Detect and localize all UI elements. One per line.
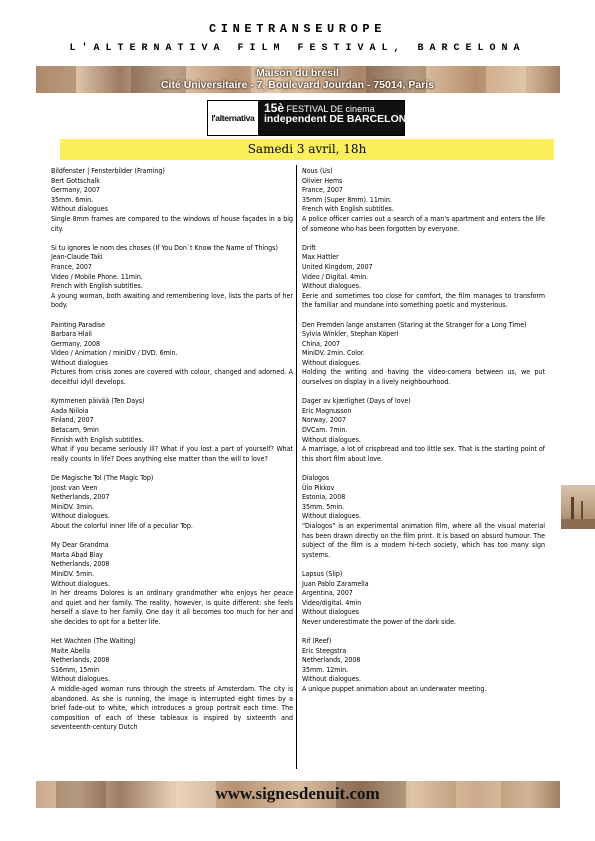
- film-title: De Magische Tol (The Magic Top): [51, 474, 154, 482]
- film-description: A unique puppet animation about an underwater meeting.: [302, 685, 487, 694]
- film-format: MiniDV. 3min.: [51, 502, 94, 511]
- festival-subtitle: L'ALTERNATIVA FILM FESTIVAL, BARCELONA: [69, 43, 526, 54]
- film-title: Bildfenster | Fensterbilder (Framing): [51, 167, 165, 175]
- film-format: MiniDV. 5min.: [51, 569, 94, 578]
- film-entry: [302, 167, 545, 234]
- film-language: Without dialogues: [51, 205, 108, 214]
- film-entry: [51, 637, 293, 733]
- film-description: Eerie and sometimes too close for comfort, the film manages to transform the familiar and mundane into something poetic and mysterious.: [302, 291, 545, 310]
- film-director: Juan Pablo Zaramella: [302, 579, 369, 588]
- logo-alternativa-text: l'alternativa: [211, 113, 255, 123]
- film-country: United Kingdom, 2007: [302, 262, 373, 271]
- film-entry: [51, 474, 293, 532]
- film-director: Ülo Pikkov: [302, 483, 335, 492]
- film-country: Estonia, 2008: [302, 493, 346, 502]
- film-format: 35mm (Super 8mm). 11min.: [302, 195, 392, 204]
- film-format: Betacam, 9min: [51, 426, 99, 435]
- film-format: 35mm. 6min.: [51, 195, 94, 204]
- film-description: About the colorful inner life of a peculiar Top.: [51, 521, 193, 530]
- film-title: My Dear Grandma: [51, 541, 109, 550]
- logo-edition: 15è: [264, 101, 285, 115]
- website-link[interactable]: www.signesdenuit.com: [215, 784, 380, 803]
- film-description: In her dreams Dolores is an ordinary grandmother who enjoys her peace and quiet and her family. The reality, however, is quite different: she feels herself a slave to her family. One day it all becomes too much for her and she decides to opt for a better life.: [51, 589, 293, 626]
- film-country: Argentina, 2007: [302, 589, 353, 598]
- film-director: Bert Gottschalk: [51, 176, 100, 185]
- film-country: Norway, 2007: [302, 416, 346, 425]
- film-country: Netherlands, 2007: [51, 493, 110, 502]
- film-entry: [51, 397, 293, 464]
- film-country: Netherlands, 2008: [51, 560, 110, 569]
- film-country: China, 2007: [302, 339, 341, 348]
- film-entry: [51, 167, 293, 234]
- film-country: France, 2007: [51, 262, 92, 271]
- film-language: Without dialogues.: [51, 512, 110, 521]
- film-language: Without dialogues.: [51, 579, 110, 588]
- film-title: Dialogos: [302, 474, 330, 482]
- film-title: Nous (Us): [302, 167, 333, 175]
- film-director: Eric Magnusson: [302, 406, 352, 415]
- film-language: Finnish with English subtitles.: [51, 435, 144, 444]
- film-description: A police officer carries out a search of a man's apartment and enters the life of someone who has been forgotten by everyone.: [302, 214, 545, 233]
- film-description: Never underestimate the power of the dark side.: [302, 617, 456, 626]
- film-entry: [302, 244, 545, 311]
- film-entry: [302, 570, 545, 628]
- film-director: Maite Abella: [51, 646, 90, 655]
- left-film-column: [51, 167, 293, 743]
- film-format: Video / Animation / miniDV / DVD. 6min.: [51, 349, 178, 358]
- film-language: Without dialogues.: [302, 512, 361, 521]
- film-country: Netherlands, 2008: [302, 656, 361, 665]
- film-country: Finland, 2007: [51, 416, 94, 425]
- film-entry: [302, 474, 545, 560]
- film-title: Het Wachten (The Waiting): [51, 637, 136, 646]
- side-film-still: [561, 485, 595, 529]
- film-title: Dager av kjærlighet (Days of love): [302, 397, 411, 406]
- logo-line-1: FESTIVAL DE cinema: [286, 104, 375, 114]
- film-entry: [302, 321, 545, 388]
- screening-date-banner: Samedi 3 avril, 18h: [60, 139, 554, 160]
- film-description: What if you became seriously ill? What if you lost a part of yourself? What really counts in life? Does anything else matter than the will to love?: [51, 445, 293, 463]
- film-country: Netherlands, 2008: [51, 656, 110, 665]
- film-country: Germany, 2007: [51, 186, 100, 195]
- film-director: Olivier Hems: [302, 176, 343, 185]
- film-director: Marta Abad Blay: [51, 550, 104, 559]
- film-director: Sylvia Winkler, Stephan Köperl: [302, 330, 399, 339]
- film-description: Holding the writing and having the video-camera between us, we put ourselves on display in a lively neighbourhood.: [302, 368, 545, 387]
- logo-line-2: independent DE BARCELONA: [264, 113, 414, 125]
- film-director: Barbara Hlali: [51, 330, 92, 339]
- film-language: French with English subtitles.: [302, 205, 394, 214]
- festival-logo: [207, 100, 414, 136]
- film-director: Max Hattler: [302, 253, 339, 262]
- film-entry: [302, 637, 545, 695]
- film-title: Kymmenen päivää (Ten Days): [51, 397, 145, 406]
- film-description: Pictures from crisis zones are covered with colour, changed and adorned. A deceitful idyll develops.: [51, 368, 293, 387]
- film-format: DVCam. 7min.: [302, 426, 348, 435]
- film-entry: [51, 541, 293, 627]
- film-format: Video/digital. 4min: [302, 598, 362, 607]
- film-language: Without dialogues.: [302, 282, 361, 291]
- film-format: Video / Mobile Phone. 11min.: [51, 272, 143, 281]
- film-director: Aada Niiloia: [51, 406, 89, 415]
- film-director: Eric Steegstra: [302, 646, 347, 655]
- film-entry: [302, 397, 545, 464]
- venue-address: Cité Universitaire - 7, Boulevard Jourdan - 75014, Paris: [160, 79, 435, 91]
- film-language: Without dialogues: [302, 608, 359, 617]
- film-entry: [51, 244, 293, 311]
- film-title: Painting Paradise: [51, 320, 105, 329]
- right-film-column: [302, 167, 545, 704]
- festival-title: CINETRANSEUROPE: [208, 22, 387, 36]
- film-title: Drift: [302, 243, 316, 252]
- film-director: Jean-Claude Taki: [51, 253, 103, 262]
- film-format: S16mm, 15min: [51, 665, 100, 674]
- film-language: Without dialogues.: [302, 435, 361, 444]
- film-format: Video / Digital. 4min.: [302, 272, 369, 281]
- film-language: Without dialogues.: [51, 675, 110, 684]
- venue-name: Maison du brésil: [256, 67, 339, 79]
- film-format: 35mm. 5min.: [302, 502, 345, 511]
- film-country: Germany, 2008: [51, 339, 100, 348]
- film-description: A marriage, a lot of crispbread and too little sex. That is the starting point of this short film about love.: [302, 445, 545, 463]
- film-language: Without dialogues.: [302, 675, 361, 684]
- film-description: A middle-aged woman runs through the streets of Amsterdam. The city is abandoned. As she is running, the image is interrupted eight times by a brief fade-out to white, which introduces a group portrait each time. The composition of each of these tableaux is inspired by sixteenth and seventeenth-century Dutch: [51, 685, 293, 732]
- film-country: France, 2007: [302, 186, 343, 195]
- film-format: 35mm. 12min.: [302, 665, 349, 674]
- film-title: Si tu ignores le nom des choses (If You Don`t Know the Name of Things): [51, 243, 278, 252]
- film-description: Single 8mm frames are compared to the windows of house façades in a big city.: [51, 214, 293, 233]
- film-entry: [51, 321, 293, 388]
- film-title: Rif (Reef): [302, 637, 332, 646]
- film-director: Joost van Veen: [51, 483, 98, 492]
- film-title: Den Fremden lange anstarren (Staring at the Stranger for a Long Time): [302, 320, 527, 329]
- film-format: MiniDV. 2min. Color.: [302, 349, 365, 358]
- column-divider: [296, 165, 297, 769]
- film-language: Without dialogues: [51, 358, 108, 367]
- film-description: A young woman, both awaiting and remembering love, lists the parts of her body.: [51, 291, 293, 310]
- film-description: “Dialogos” is an experimental animation film, where all the visual material has been drawn directly on the film print. It is based on absurd humour. The subject of the film is a modern hi-tech society, which has too many sign systems.: [302, 521, 545, 559]
- film-title: Lapsus (Slip): [302, 569, 343, 578]
- film-language: French with English subtitles.: [51, 282, 143, 291]
- film-language: Without dialogues.: [302, 358, 361, 367]
